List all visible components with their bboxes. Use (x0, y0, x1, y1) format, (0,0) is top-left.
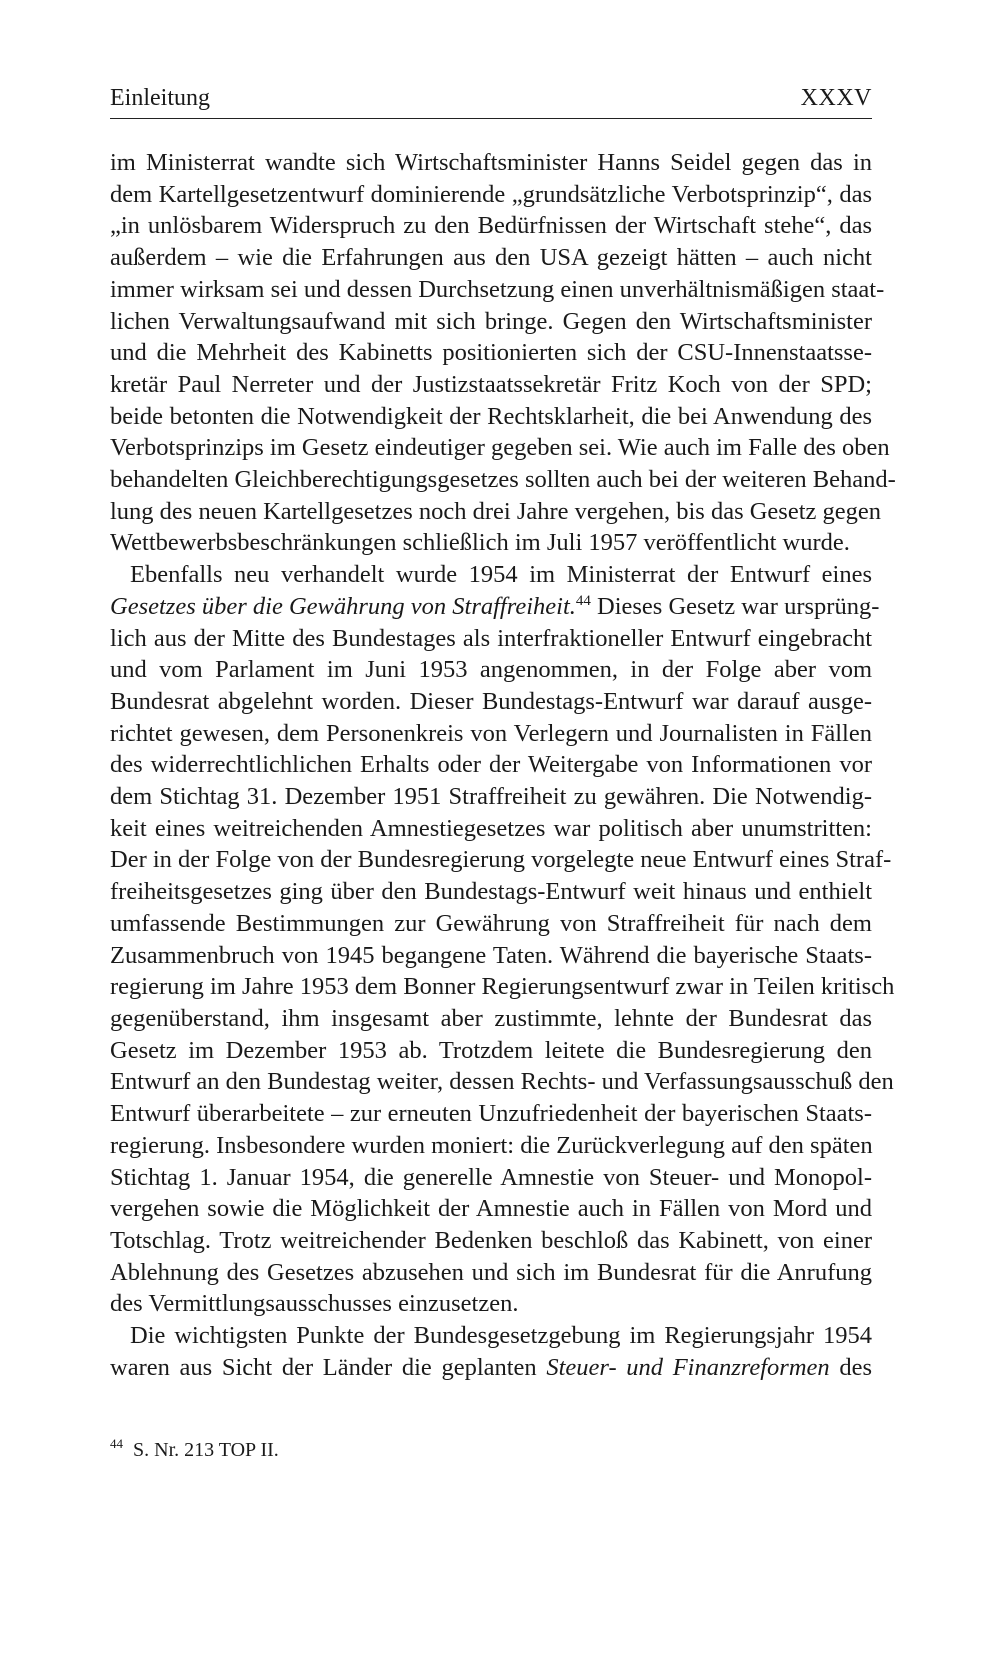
text-line: umfassende Bestimmungen zur Gewährung von Straffreiheit für nach dem (110, 909, 872, 937)
text-fragment: Dieses Gesetz war ursprüng- (590, 592, 880, 620)
paragraph-1 (110, 147, 896, 559)
text-line: immer wirksam sei und dessen Durchsetzung einen unverhältnismäßigen staat- (110, 275, 885, 303)
text-line: kretär Paul Nerreter und der Justizstaatssekretär Fritz Koch von der SPD; (110, 370, 872, 398)
text-fragment: des (829, 1353, 872, 1381)
text-line: Die wichtigsten Punkte der Bundesgesetzgebung im Regierungsjahr 1954 (130, 1322, 872, 1350)
text-line: gegenüberstand, ihm insgesamt aber zustimmte, lehnte der Bundesrat das (110, 1004, 872, 1032)
text-line: „in unlösbarem Widerspruch zu den Bedürfnissen der Wirtschaft stehe“, das (110, 212, 872, 240)
text-line: außerdem – wie die Erfahrungen aus den USA gezeigt hätten – auch nicht (110, 244, 872, 272)
text-line: regierung im Jahre 1953 dem Bonner Regierungsentwurf zwar in Teilen kritisch (110, 973, 895, 1001)
footnote (110, 1437, 872, 1463)
text-line: behandelten Gleichberechtigungsgesetzes sollten auch bei der weiteren Behand- (110, 466, 896, 494)
text-line: richtet gewesen, dem Personenkreis von Verlegern und Journalisten in Fällen (110, 719, 872, 747)
reform-title-italic: Steuer- und Finanzreformen (546, 1353, 830, 1381)
footnote-reference[interactable]: 44 (575, 592, 591, 609)
text-line: Wettbewerbsbeschränkungen schließlich im Juli 1957 veröffentlicht wurde. (110, 529, 850, 557)
footnote-text: S. Nr. 213 TOP II. (133, 1439, 279, 1461)
text-line: dem Stichtag 31. Dezember 1951 Straffreiheit zu gewähren. Die Notwendig- (110, 783, 872, 811)
text-line: Der in der Folge von der Bundesregierung vorgelegte neue Entwurf eines Straf- (110, 846, 892, 874)
running-header-title: Einleitung (110, 85, 210, 111)
text-line: Totschlag. Trotz weitreichender Bedenken beschloß das Kabinett, von einer (110, 1226, 872, 1254)
text-line: Ebenfalls neu verhandelt wurde 1954 im Ministerrat der Entwurf eines (130, 561, 872, 589)
body-text (110, 147, 896, 1383)
law-title-italic: Gesetzes über die Gewährung von Straffreiheit. (110, 592, 576, 620)
text-line: Bundesrat abgelehnt worden. Dieser Bundestags-Entwurf war darauf ausge- (110, 687, 872, 715)
text-line: und die Mehrheit des Kabinetts positionierten sich der CSU-Innenstaatsse- (110, 339, 872, 367)
text-line-with-italic (110, 1352, 872, 1384)
text-line: freiheitsgesetzes ging über den Bundestags-Entwurf weit hinaus und enthielt (110, 878, 872, 906)
footnote-number: 44 (110, 1436, 123, 1452)
text-line: Zusammenbruch von 1945 begangene Taten. Während die bayerische Staats- (110, 941, 872, 969)
text-line: Ablehnung des Gesetzes abzusehen und sich im Bundesrat für die Anrufung (110, 1258, 872, 1286)
text-line-with-footnote (110, 591, 880, 623)
text-line: regierung. Insbesondere wurden moniert: die Zurückverlegung auf den späten (110, 1131, 873, 1159)
text-line: keit eines weitreichenden Amnestiegesetzes war politisch aber unumstritten: (110, 814, 872, 842)
text-line: Entwurf an den Bundestag weiter, dessen Rechts- und Verfassungsausschuß den (110, 1068, 894, 1096)
text-line: im Ministerrat wandte sich Wirtschaftsminister Hanns Seidel gegen das in (110, 149, 872, 176)
text-line: Entwurf überarbeitete – zur erneuten Unzufriedenheit der bayerischen Staats- (110, 1100, 872, 1128)
text-line: vergehen sowie die Möglichkeit der Amnestie auch in Fällen von Mord und (110, 1195, 872, 1223)
text-line: lich aus der Mitte des Bundestages als interfraktioneller Entwurf eingebracht (110, 624, 872, 652)
paragraph-2 (110, 559, 895, 1320)
text-line: Gesetz im Dezember 1953 ab. Trotzdem leitete die Bundesregierung den (110, 1036, 872, 1064)
text-line: dem Kartellgesetzentwurf dominierende „grundsätzliche Verbotsprinzip“, das (110, 180, 872, 208)
page-number: XXXV (800, 85, 872, 111)
text-line: des widerrechtlichlichen Erhalts oder der Weitergabe von Informationen vor (110, 751, 872, 779)
text-line: Verbotsprinzips im Gesetz eindeutiger gegeben sei. Wie auch im Falle des oben (110, 434, 890, 462)
paragraph-3 (110, 1320, 872, 1383)
text-line: und vom Parlament im Juni 1953 angenommen, in der Folge aber vom (110, 656, 872, 684)
text-fragment: waren aus Sicht der Länder die geplanten (110, 1353, 547, 1381)
running-header (110, 82, 872, 119)
text-line: lichen Verwaltungsaufwand mit sich bringe. Gegen den Wirtschaftsminister (110, 307, 872, 335)
text-line: Stichtag 1. Januar 1954, die generelle Amnestie von Steuer- und Monopol- (110, 1163, 872, 1191)
text-line: beide betonten die Notwendigkeit der Rechtsklarheit, die bei Anwendung des (110, 402, 872, 430)
text-line: lung des neuen Kartellgesetzes noch drei Jahre vergehen, bis das Gesetz gegen (110, 497, 882, 525)
text-line: des Vermittlungsausschusses einzusetzen. (110, 1290, 519, 1318)
